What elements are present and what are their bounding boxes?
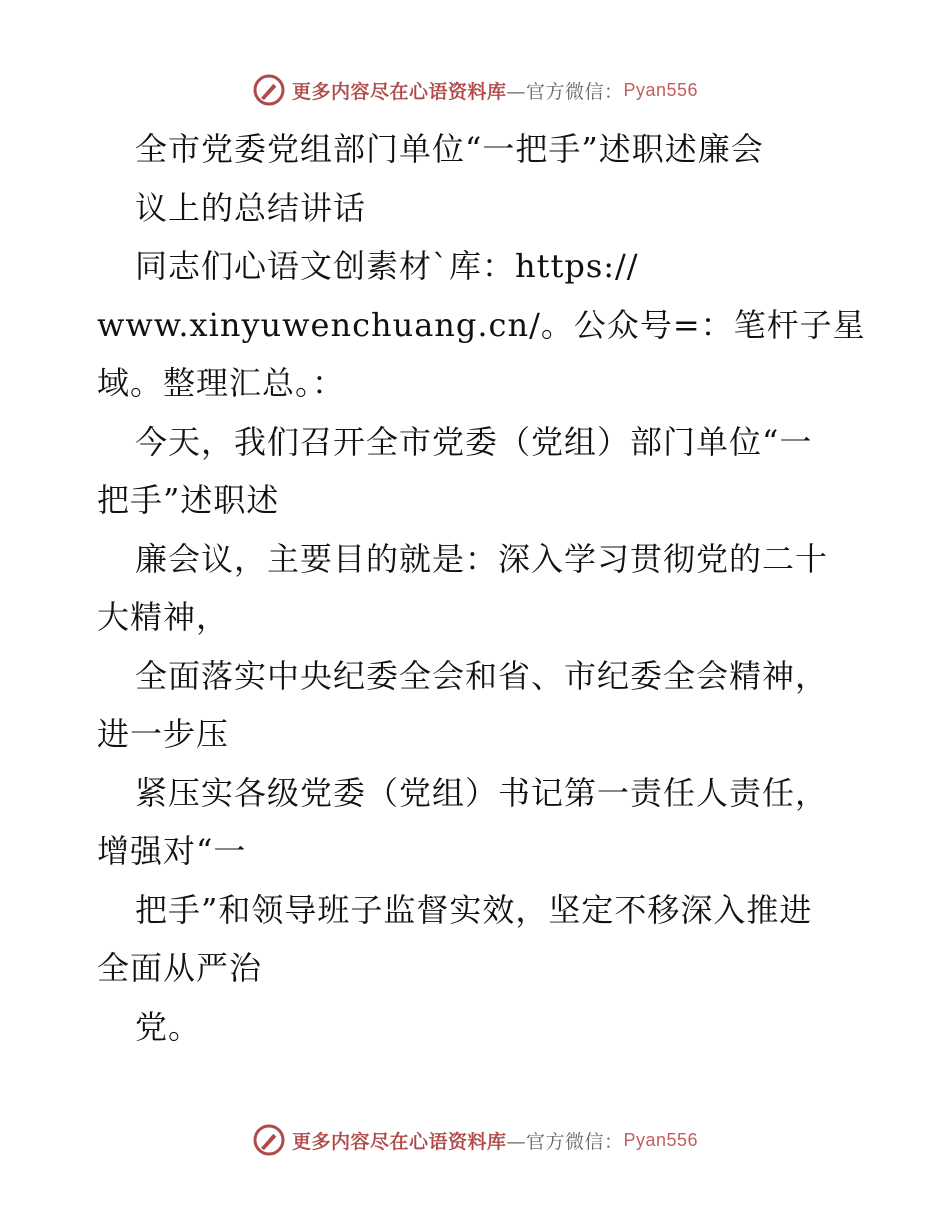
text-line: 全面落实中央纪委全会和省、市纪委全会精神， <box>135 656 829 695</box>
footer-watermark-banner <box>0 1120 950 1160</box>
text-line: 全市党委党组部门单位“一把手”述职述廉会 <box>135 130 764 168</box>
text-line: 把手”述职述 <box>97 481 280 519</box>
text-line: 把手”和领导班子监督实效，坚定不移深入推进 <box>135 890 813 929</box>
banner-text-wechat-id: Pyan556 <box>623 79 699 100</box>
text-line: 议上的总结讲话 <box>135 188 367 227</box>
document-body <box>97 120 867 1056</box>
text-line: 增强对“一 <box>97 832 247 870</box>
banner-text-wechat-id: Pyan556 <box>623 1129 699 1150</box>
text-line: 全面从严治 <box>97 949 263 987</box>
text-line: 进一步压 <box>97 715 230 753</box>
banner-text-separator: —官方微信： <box>506 1130 624 1153</box>
text-line: www.xinyuwenchuang.cn/。公众号=：笔杆子星 <box>97 305 866 344</box>
text-line: 廉会议，主要目的就是：深入学习贯彻党的二十 <box>135 539 829 578</box>
pen-logo-icon <box>252 1123 286 1157</box>
header-watermark-banner <box>0 70 950 110</box>
text-line: 今天，我们召开全市党委（党组）部门单位“一 <box>135 422 813 461</box>
banner-text-main: 更多内容尽在心语资料库 <box>291 1130 507 1153</box>
banner-text-main: 更多内容尽在心语资料库 <box>291 80 507 103</box>
text-line: 同志们心语文创素材`库：https:// <box>135 247 639 285</box>
pen-logo-icon <box>252 73 286 107</box>
text-line: 域。整理汇总。： <box>97 364 346 402</box>
text-line: 党。 <box>135 1007 202 1046</box>
text-line: 大精神， <box>97 598 230 636</box>
banner-text-separator: —官方微信： <box>506 80 624 103</box>
text-line: 紧压实各级党委（党组）书记第一责任人责任， <box>135 773 829 812</box>
